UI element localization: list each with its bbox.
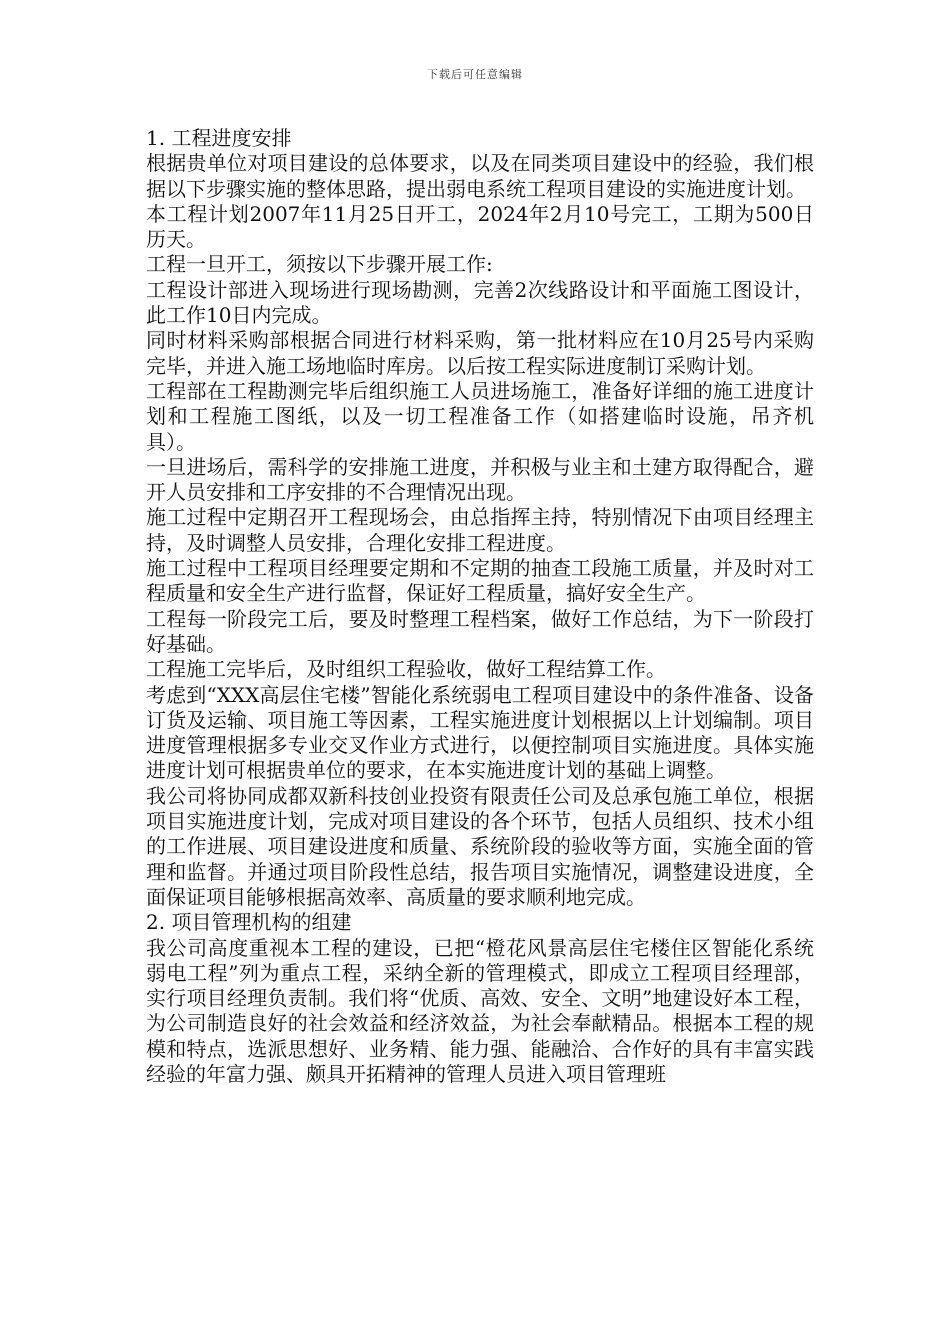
section-heading: 1. 工程进度安排 [146, 126, 292, 150]
paragraph: 工程设计部进入现场进行现场勘测，完善2次线路设计和平面施工图设计，此工作10日内完成。 [146, 277, 814, 328]
paragraph: 考虑到“XXX高层住宅楼”智能化系统弱电工程项目建设中的条件准备、设备订货及运输、项目施工等因素，工程实施进度计划根据以上计划编制。项目进度管理根据多专业交叉作业方式进行，以便控制项目实施进度。具体实施进度计划可根据贵单位的要求，在本实施进度计划的基础上调整。 [146, 682, 814, 783]
paragraph: 工程施工完毕后，及时组织工程验收，做好工程结算工作。 [146, 657, 666, 682]
document-body [146, 126, 814, 1087]
paragraph: 本工程计划2007年11月25日开工，2024年2月10号完工，工期为500日历天。 [146, 201, 814, 252]
paragraph: 同时材料采购部根据合同进行材料采购，第一批材料应在10月25号内采购完毕，并进入施工场地临时库房。以后按工程实际进度制订采购计划。 [146, 328, 814, 378]
section-heading: 2. 项目管理机构的组建 [146, 910, 352, 935]
paragraph: 一旦进场后，需科学的安排施工进度，并积极与业主和土建方取得配合，避开人员安排和工序安排的不合理情况出现。 [146, 454, 814, 505]
paragraph: 我公司将协同成都双新科技创业投资有限责任公司及总承包施工单位，根据项目实施进度计划，完成对项目建设的各个环节，包括人员组织、技术小组的工作进展、项目建设进度和质量、系统阶段的验收等方面，实施全面的管理和监督。并通过项目阶段性总结，报告项目实施情况，调整建设进度，全面保证项目能够根据高效率、高质量的要求顺利地完成。 [146, 783, 814, 909]
page-header: 下载后可任意编辑 [427, 68, 523, 81]
paragraph: 根据贵单位对项目建设的总体要求，以及在同类项目建设中的经验，我们根据以下步骤实施的整体思路，提出弱电系统工程项目建设的实施进度计划。 [146, 151, 814, 201]
paragraph: 我公司高度重视本工程的建设，已把“橙花风景高层住宅楼住区智能化系统弱电工程”列为重点工程，采纳全新的管理模式，即成立工程项目经理部，实行项目经理负责制。我们将“优质、高效、安全、文明”地建设好本工程，为公司制造良好的社会效益和经济效益，为社会奉献精品。根据本工程的规模和特点，选派思想好、业务精、能力强、能融洽、合作好的具有丰富实践经验的年富力强、颇具开拓精神的管理人员进入项目管理班 [146, 935, 814, 1086]
paragraph: 工程每一阶段完工后，要及时整理工程档案，做好工作总结，为下一阶段打好基础。 [146, 606, 814, 656]
paragraph: 施工过程中定期召开工程现场会，由总指挥主持，特别情况下由项目经理主持，及时调整人员安排，合理化安排工程进度。 [146, 505, 814, 555]
paragraph: 施工过程中工程项目经理要定期和不定期的抽查工段施工质量，并及时对工程质量和安全生产进行监督，保证好工程质量，搞好安全生产。 [146, 556, 814, 606]
paragraph: 工程一旦开工，须按以下步骤开展工作: [146, 252, 493, 277]
paragraph: 工程部在工程勘测完毕后组织施工人员进场施工，准备好详细的施工进度计划和工程施工图纸，以及一切工程准备工作（如搭建临时设施，吊齐机具）。 [146, 378, 814, 454]
